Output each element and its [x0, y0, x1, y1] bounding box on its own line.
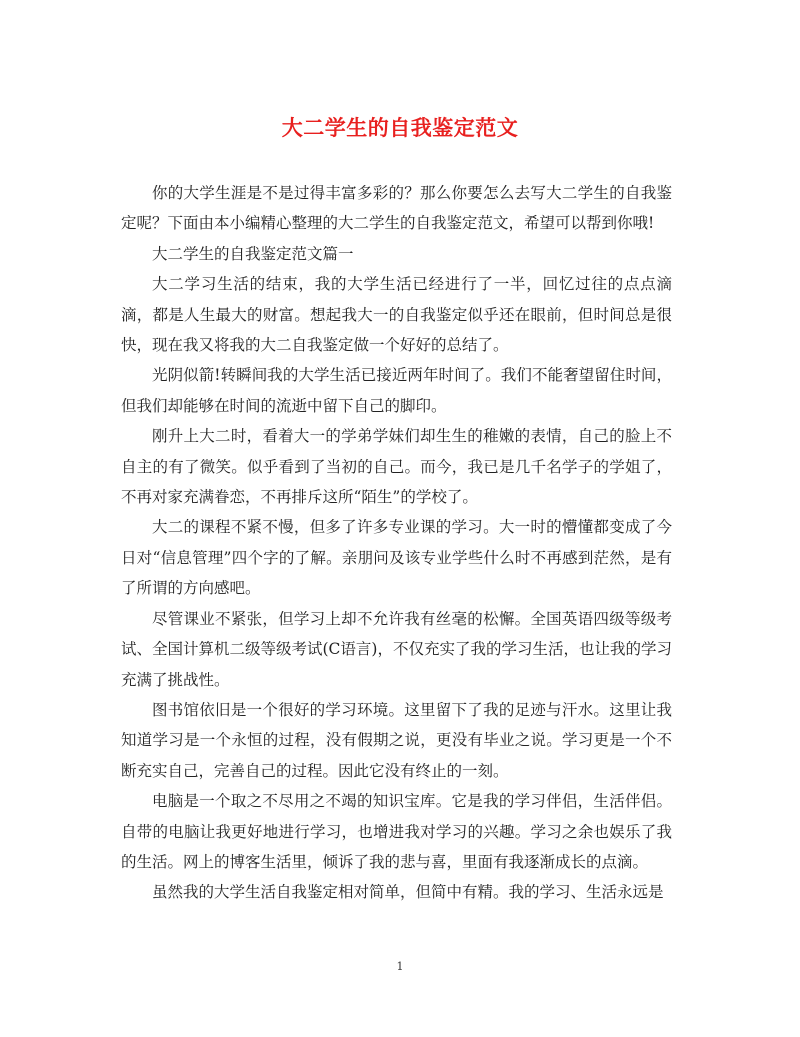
paragraph-5: 尽管课业不紧张，但学习上却不允许我有丝毫的松懈。全国英语四级等级考试、全国计算机二级等级考试(C语言)，不仅充实了我的学习生活，也让我的学习充满了挑战性。 [121, 609, 672, 689]
paragraph-1: 大二学习生活的结束，我的大学生活已经进行了一半，回忆过往的点点滴滴，都是人生最大的财富。想起我大一的自我鉴定似乎还在眼前，但时间总是很快，现在我又将我的大二自我鉴定做一个好好的总结了。 [121, 275, 672, 355]
page-number: 1 [396, 960, 404, 973]
document-body [121, 178, 672, 908]
paragraph-section-heading: 大二学生的自我鉴定范文篇一 [152, 244, 354, 263]
paragraph-8: 虽然我的大学生活自我鉴定相对简单，但简中有精。我的学习、生活永远是 [152, 883, 664, 902]
paragraph-2: 光阴似箭!转瞬间我的大学生活已接近两年时间了。我们不能奢望留住时间，但我们却能够在时间的流逝中留下自己的脚印。 [121, 366, 672, 415]
paragraph-intro: 你的大学生涯是不是过得丰富多彩的？那么你要怎么去写大二学生的自我鉴定呢？下面由本小编精心整理的大二学生的自我鉴定范文，希望可以帮到你哦! [121, 184, 672, 233]
paragraph-7: 电脑是一个取之不尽用之不竭的知识宝库。它是我的学习伴侣，生活伴侣。自带的电脑让我更好地进行学习，也增进我对学习的兴趣。学习之余也娱乐了我的生活。网上的博客生活里，倾诉了我的悲与喜，里面有我逐渐成长的点滴。 [121, 792, 672, 871]
paragraph-4: 大二的课程不紧不慢，但多了许多专业课的学习。大一时的懵懂都变成了今日对“信息管理”四个字的了解。亲朋问及该专业学些什么时不再感到茫然，是有了所谓的方向感吧。 [121, 518, 672, 598]
document-title: 大二学生的自我鉴定范文 [281, 115, 519, 140]
paragraph-6: 图书馆依旧是一个很好的学习环境。这里留下了我的足迹与汗水。这里让我知道学习是一个永恒的过程，没有假期之说，更没有毕业之说。学习更是一个不断充实自己，完善自己的过程。因此它没有终止的一刻。 [121, 700, 672, 780]
paragraph-3: 刚升上大二时，看着大一的学弟学妹们却生生的稚嫩的表情，自己的脸上不自主的有了微笑。似乎看到了当初的自己。而今，我已是几千名学子的学姐了，不再对家充满眷恋，不再排斥这所“陌生”的学校了。 [121, 427, 672, 507]
